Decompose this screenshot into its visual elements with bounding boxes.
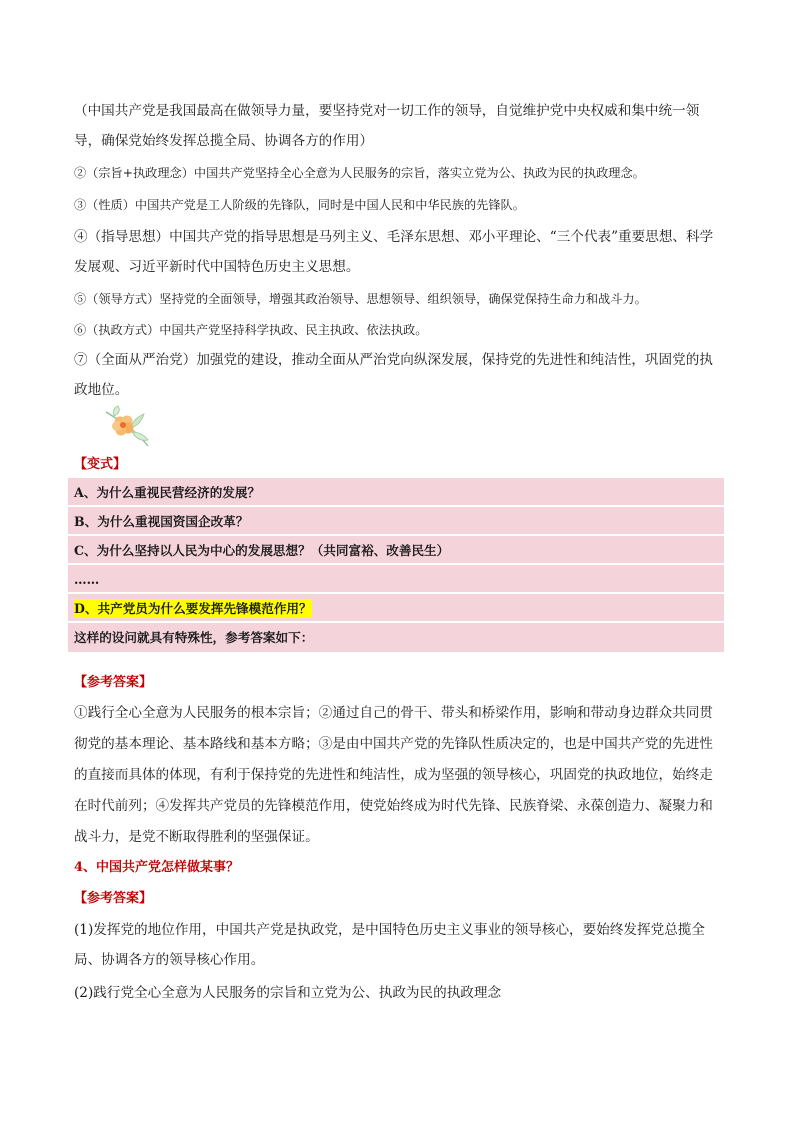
variant-ellipsis: …… — [68, 565, 724, 594]
paragraph-item-6: ⑥（执政方式）中国共产党坚持科学执政、民主执政、依法执政。 — [74, 323, 428, 337]
paragraph-item-2: ②（宗旨+执政理念）中国共产党坚持全心全意为人民服务的宗旨，落实立党为公、执政为民的执政理念。 — [74, 166, 645, 180]
variant-question-c: C、为什么坚持以人民为中心的发展思想？（共同富裕、改善民生） — [68, 536, 724, 565]
paragraph-item-7: ⑦（全面从严治党）加强党的建设，推动全面从严治党向纵深发展，保持党的先进性和纯洁性，巩固党的执政地位。 — [74, 352, 713, 398]
paragraph-item-4: ④（指导思想）中国共产党的指导思想是马列主义、毛泽东思想、邓小平理论、“三个代表”重要思想、科学发展观、习近平新时代中国特色历史主义思想。 — [74, 229, 714, 275]
highlighted-question: D、共产党员为什么要发挥先锋模范作用？ — [74, 601, 312, 616]
variant-heading: 【变式】 — [74, 457, 127, 472]
paragraph-item-3: ③（性质）中国共产党是工人阶级的先锋队，同时是中国人民和中华民族的先锋队。 — [74, 198, 525, 212]
paragraph-intro: （中国共产党是我国最高在做领导力量，要坚持党对一切工作的领导，自觉维护党中央权威和集中统一领导，确保党始终发挥总揽全局、协调各方的作用） — [74, 103, 700, 149]
flower-decoration-icon — [100, 404, 152, 450]
paragraph-item-5: ⑤（领导方式）坚持党的全面领导，增强其政治领导、思想领导、组织领导，确保党保持生命力和战斗力。 — [74, 292, 647, 306]
answer-item-2: (2)践行党全心全意为人民服务的宗旨和立党为公、执政为民的执政理念 — [74, 985, 502, 1001]
variant-box — [68, 478, 724, 652]
variant-question-a: A、为什么重视民营经济的发展？ — [68, 478, 724, 507]
answer-heading-2: 【参考答案】 — [74, 891, 153, 906]
variant-note: 这样的设问就具有特殊性，参考答案如下： — [74, 630, 314, 645]
variant-question-d — [68, 594, 724, 623]
question-4-title: 4、中国共产党怎样做某事？ — [74, 860, 240, 875]
answer-item-1: (1)发挥党的地位作用，中国共产党是执政党，是中国特色历史主义事业的领导核心，要始终发挥党总揽全局、协调各方的领导核心作用。 — [74, 922, 705, 968]
answer-text-1: ①践行全心全意为人民服务的根本宗旨；②通过自己的骨干、带头和桥梁作用，影响和带动身边群众共同贯彻党的基本理论、基本路线和基本方略；③是由中国共产党的先锋队性质决定的，也是中国共产党的先进性的直接而具体的体现，有利于保持党的先进性和纯洁性，成为坚强的领导核心，巩固党的执政地位，始终走在时代前列；④发挥共产党员的先锋模范作用，使党始终成为时代先锋、民族脊梁、永葆创造力、凝聚力和战斗力，是党不断取得胜利的坚强保证。 — [74, 705, 713, 845]
variant-question-b: B、为什么重视国资国企改革？ — [68, 507, 724, 536]
answer-heading-1: 【参考答案】 — [74, 675, 153, 690]
